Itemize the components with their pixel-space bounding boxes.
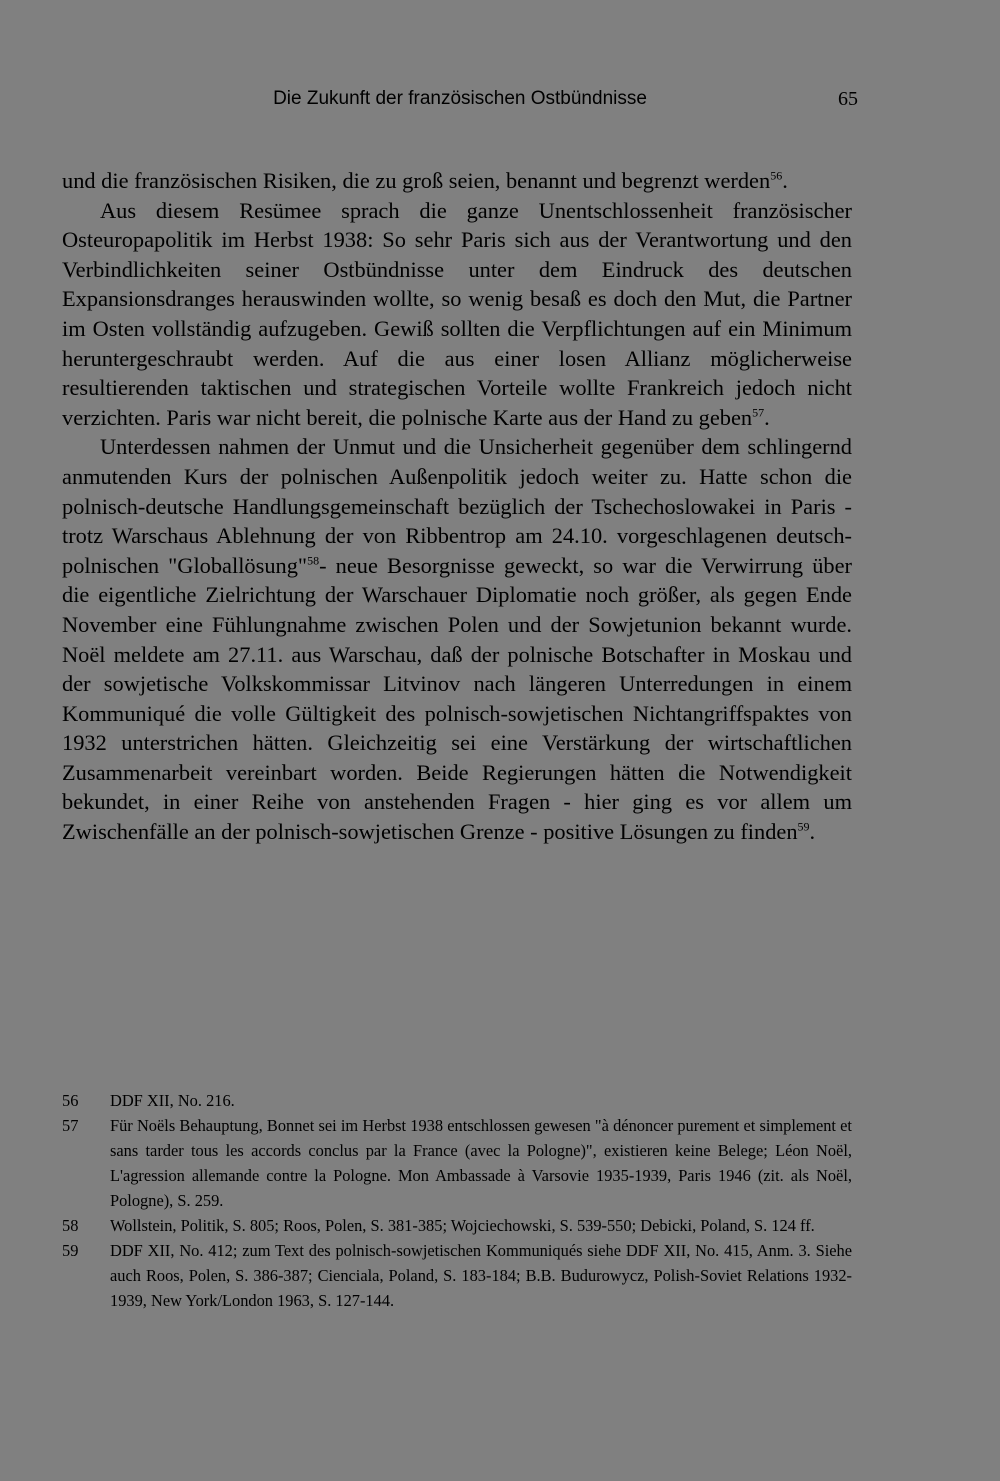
- footnote-59: [62, 1238, 852, 1313]
- footnote-text: DDF XII, No. 216.: [110, 1091, 235, 1110]
- paragraph-1-tail: .: [782, 168, 788, 193]
- paragraph-2: [62, 196, 852, 433]
- footnote-number: 59: [62, 1241, 79, 1260]
- footnote-text: Wollstein, Politik, S. 805; Roos, Polen, S. 381-385; Wojciechowski, S. 539-550; Debicki, Poland, S. 124 ff.: [110, 1216, 815, 1235]
- running-head: [60, 86, 860, 116]
- running-title: Die Zukunft der französischen Ostbündnisse: [273, 88, 647, 109]
- paragraph-2-tail: .: [764, 404, 770, 430]
- footnote-ref-56: 56: [770, 168, 783, 183]
- footnote-ref-58: 58: [307, 553, 320, 568]
- footnote-58: [62, 1213, 852, 1238]
- paragraph-1: [62, 166, 852, 196]
- footnote-text: Für Noëls Behauptung, Bonnet sei im Herbst 1938 entschlossen gewesen "à dénoncer purement et simplement et sans tarder tous les accords conclus par la France (avec la Pologne)", existieren keine Belege; Léon Noël, L'agression allemande contre la Pologne. Mon Ambassade à Varsovie 1935-1939, Paris 1946 (zit. als Noël, Pologne), S. 259.: [110, 1116, 852, 1210]
- footnote-56: [62, 1088, 852, 1113]
- footnote-ref-59: 59: [797, 819, 810, 834]
- footnotes: [62, 1088, 852, 1313]
- paragraph-1-text: und die französischen Risiken, die zu groß seien, benannt und begrenzt werden: [62, 168, 771, 193]
- paragraph-3-tail: .: [809, 819, 816, 845]
- footnote-text: DDF XII, No. 412; zum Text des polnisch-sowjetischen Kommuniqués siehe DDF XII, No. 415, Anm. 3. Siehe auch Roos, Polen, S. 386-387; Cienciala, Poland, S. 183-184; B.B. Budurowycz, Polish-Soviet Relations 1932-1939, New York/London 1963, S. 127-144.: [110, 1241, 852, 1310]
- footnote-57: [62, 1113, 852, 1213]
- body-text: [62, 166, 852, 847]
- footnote-number: 56: [62, 1091, 79, 1110]
- paragraph-3-text-a: Unterdessen nahmen der Unmut und die Unsicherheit gegenüber dem schlingernd anmutenden Kurs der polnischen Außenpolitik jedoch weiter zu. Hatte schon die polnisch-deutsche Handlungsgemeinschaft bezüglich der Tschechoslowakei in Paris - trotz Warschaus Ablehnung der von Ribbentrop am 24.10. vorgeschlagenen deutsch-polnischen "Globallösung": [62, 434, 852, 578]
- footnote-ref-57: 57: [752, 405, 765, 420]
- footnote-number: 57: [62, 1116, 79, 1135]
- paragraph-3: [62, 432, 852, 846]
- paragraph-2-text: Aus diesem Resümee sprach die ganze Unentschlossenheit französischer Osteuropapolitik im Herbst 1938: So sehr Paris sich aus der Verantwortung und den Verbindlichkeiten seiner Ostbündnisse unter dem Eindruck des deutschen Expansionsdranges herauswinden wollte, so wenig besaß es doch den Mut, die Partner im Osten vollständig aufzugeben. Gewiß sollten die Verpflichtungen auf ein Minimum heruntergeschraubt werden. Auf die aus einer losen Allianz möglicherweise resultierenden taktischen und strategischen Vorteile wollte Frankreich jedoch nicht verzichten. Paris war nicht bereit, die polnische Karte aus der Hand zu geben: [62, 197, 852, 430]
- footnote-number: 58: [62, 1216, 79, 1235]
- page-number: 65: [838, 88, 858, 110]
- paragraph-3-text-b: - neue Besorgnisse geweckt, so war die Verwirrung über die eigentliche Zielrichtung der Warschauer Diplomatie noch größer, als gegen Ende November eine Fühlungnahme zwischen Polen und der Sowjetunion bekannt wurde. Noël meldete am 27.11. aus Warschau, daß der polnische Botschafter in Moskau und der sowjetische Volkskommissar Litvinov nach längeren Unterredungen in einem Kommuniqué die volle Gültigkeit des polnisch-sowjetischen Nichtangriffspaktes von 1932 unterstrichen hätten. Gleichzeitig sei eine Verstärkung der wirtschaftlichen Zusammenarbeit vereinbart worden. Beide Regierungen hätten die Notwendigkeit bekundet, in einer Reihe von anstehenden Fragen - hier ging es vor allem um Zwischenfälle an der polnisch-sowjetischen Grenze - positive Lösungen zu finden: [62, 552, 852, 845]
